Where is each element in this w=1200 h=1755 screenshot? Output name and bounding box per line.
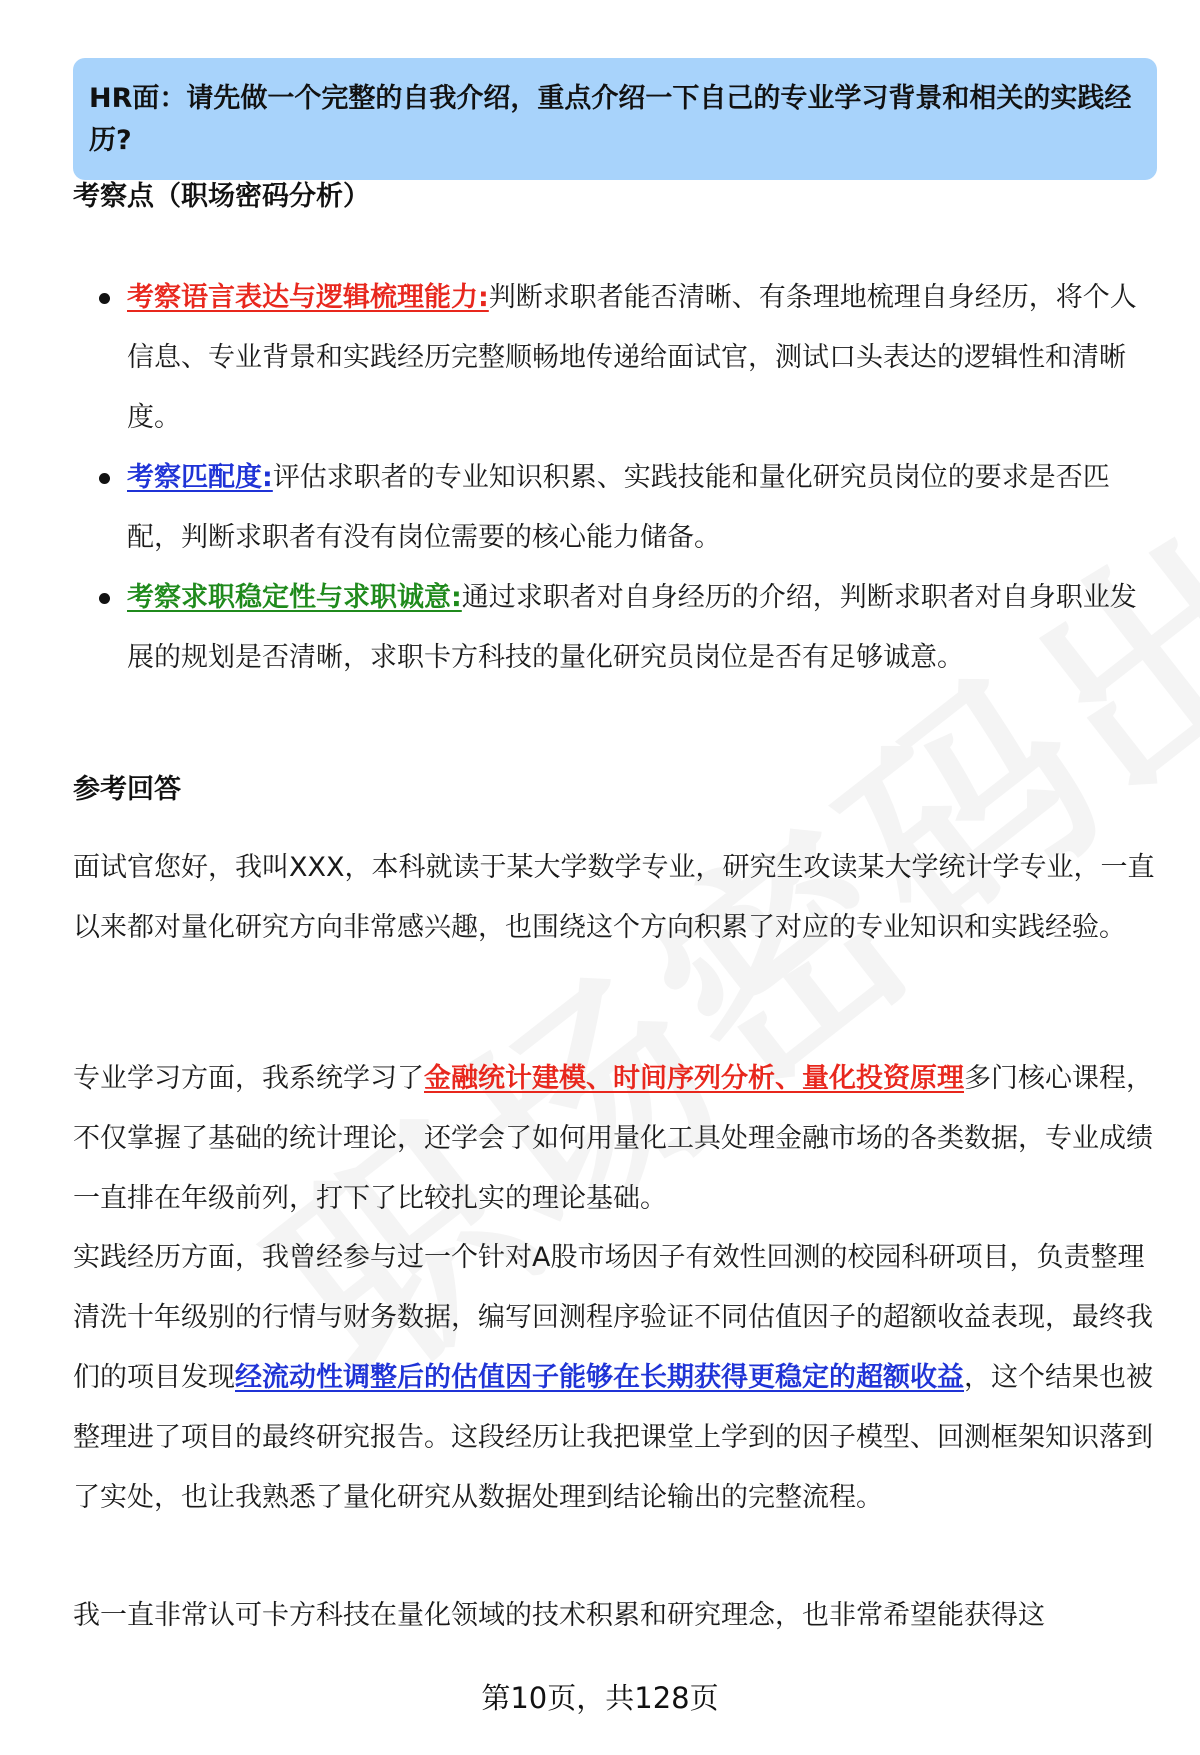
page-number: 第10页，共128页	[481, 1681, 719, 1715]
keyword-language-logic: 考察语言表达与逻辑梳理能力:	[127, 282, 489, 313]
paragraph-text: 专业学习方面，我系统学习了	[73, 1063, 424, 1094]
question-text: HR面：请先做一个完整的自我介绍，重点介绍一下自己的专业学习背景和相关的实践经历?	[89, 83, 1132, 156]
answer-paragraph-intro: 面试官您好，我叫XXX，本科就读于某大学数学专业，研究生攻读某大学统计学专业，一直以来都对量化研究方向非常感兴趣，也围绕这个方向积累了对应的专业知识和实践经验。	[73, 852, 1155, 943]
analysis-list	[73, 268, 1157, 688]
paragraph-text: 多门核心课程，不仅掌握了基础的统计理论，还学会了如何用量化工具处理金融市场的各类数据，专业成绩一直排在年级前列，打下了比较扎实的理论基础。	[73, 1063, 1153, 1214]
bullet-icon	[99, 473, 110, 484]
item-text: 通过求职者对自身经历的介绍，判断求职者对自身职业发展的规划是否清晰，求职卡方科技的量化研究员岗位是否有足够诚意。	[127, 582, 1137, 673]
item-text: 判断求职者能否清晰、有条理地梳理自身经历，将个人信息、专业背景和实践经历完整顺畅地传递给面试官，测试口头表达的逻辑性和清晰度。	[127, 282, 1137, 433]
paragraph-text: 实践经历方面，我曾经参与过一个针对A股市场因子有效性回测的校园科研项目，负责整理清洗十年级别的行情与财务数据，编写回测程序验证不同估值因子的超额收益表现，最终我们的项目发现	[73, 1242, 1153, 1393]
answer-paragraph-closing: 我一直非常认可卡方科技在量化领域的技术积累和研究理念，也非常希望能获得这	[73, 1600, 1045, 1631]
keyword-stability: 考察求职稳定性与求职诚意:	[127, 582, 462, 613]
paragraph-text: ，这个结果也被整理进了项目的最终研究报告。这段经历让我把课堂上学到的因子模型、回测框架知识落到了实处，也让我熟悉了量化研究从数据处理到结论输出的完整流程。	[73, 1362, 1153, 1513]
bullet-icon	[99, 293, 110, 304]
answer-paragraph-practice	[73, 1228, 1157, 1528]
list-item	[73, 268, 1157, 448]
list-item	[73, 568, 1157, 688]
list-item	[73, 448, 1157, 568]
highlight-finding: 经流动性调整后的估值因子能够在长期获得更稳定的超额收益	[235, 1362, 964, 1393]
highlight-courses: 金融统计建模、时间序列分析、量化投资原理	[424, 1063, 964, 1094]
keyword-match: 考察匹配度:	[127, 462, 273, 493]
section-title-analysis: 考察点（职场密码分析）	[73, 181, 370, 212]
item-text: 评估求职者的专业知识积累、实践技能和量化研究员岗位的要求是否匹配，判断求职者有没有岗位需要的核心能力储备。	[127, 462, 1110, 553]
answer-paragraph-study	[73, 1049, 1157, 1229]
bullet-icon	[99, 593, 110, 604]
section-title-answer: 参考回答	[73, 774, 181, 805]
question-box	[73, 58, 1157, 180]
